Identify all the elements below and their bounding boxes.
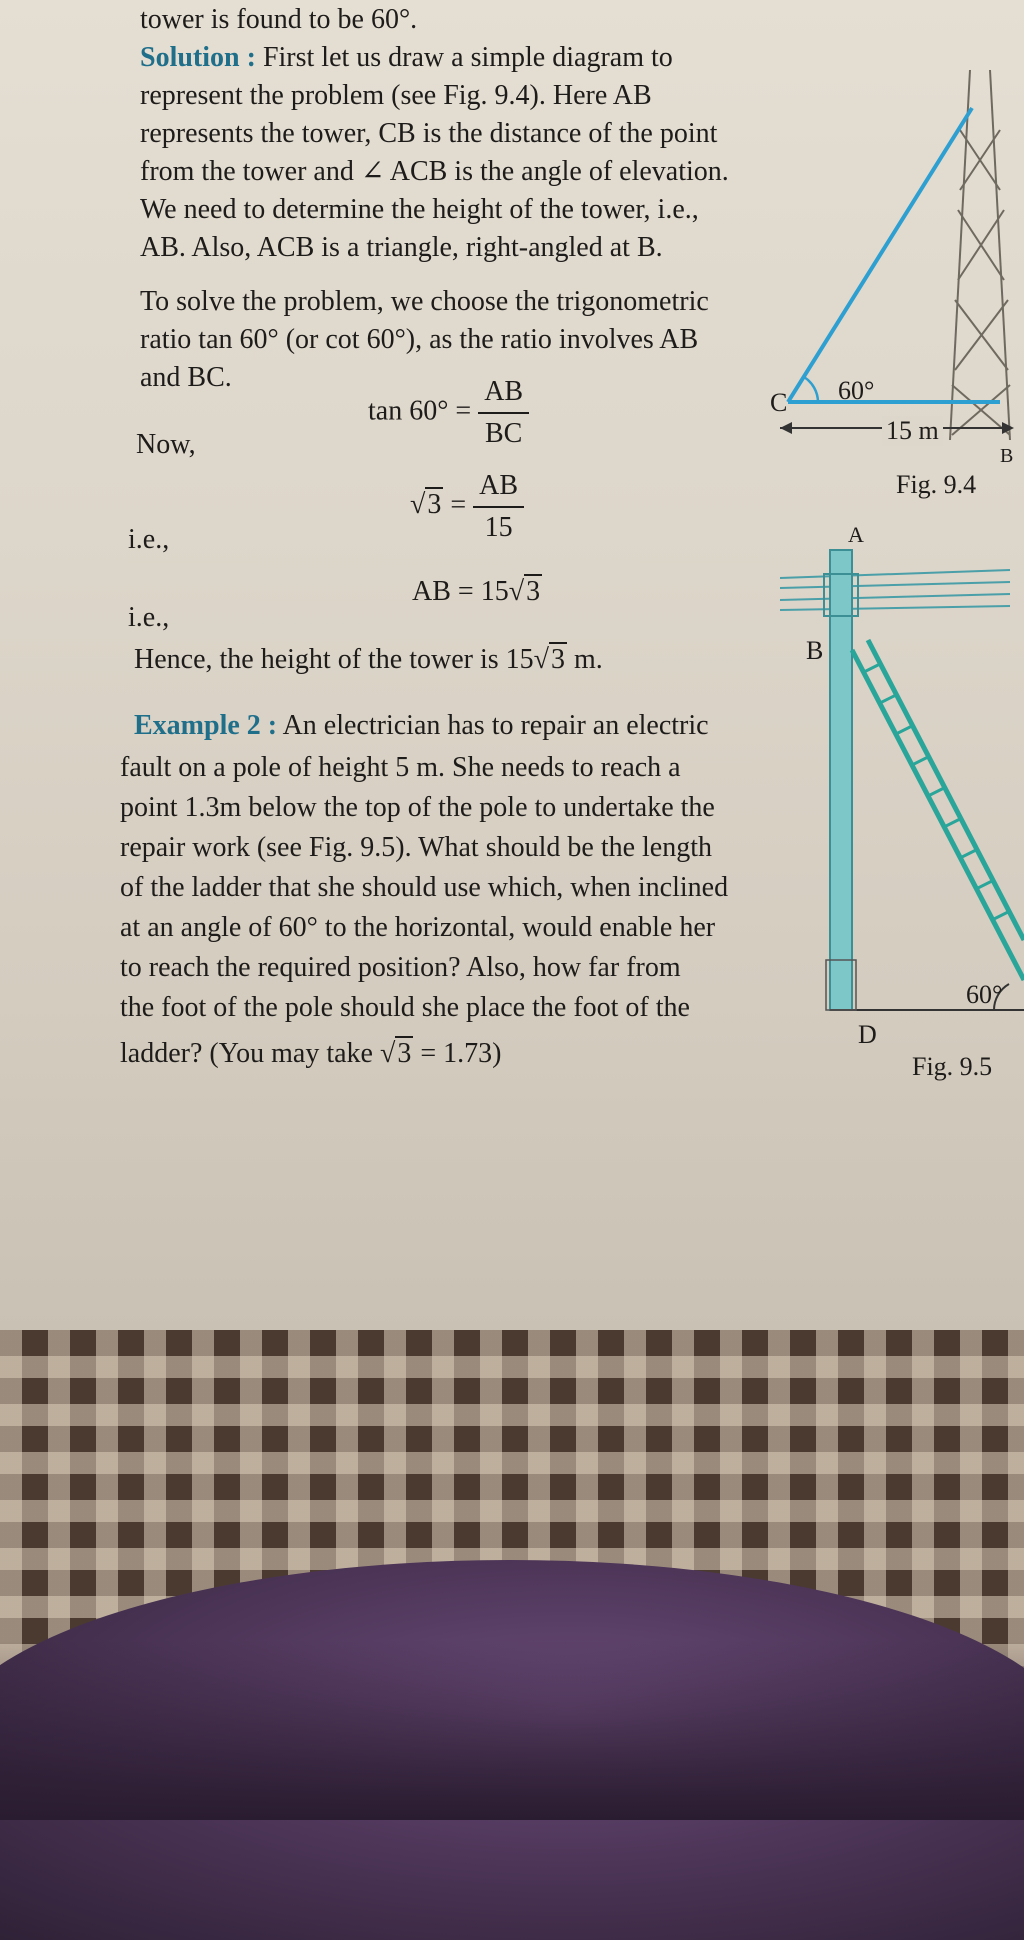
eq2-sqrt: √3 bbox=[410, 489, 442, 521]
equation-2 bbox=[410, 466, 524, 548]
eq2-radicand: 3 bbox=[427, 489, 442, 521]
example-line-4: repair work (see Fig. 9.5). What should be the length bbox=[120, 832, 713, 863]
intro-line-9: and BC. bbox=[140, 362, 232, 393]
fig94-point-c: C bbox=[770, 388, 788, 417]
ie-label-1: i.e., bbox=[128, 524, 170, 555]
fig-9-5-diagram bbox=[780, 540, 1024, 1030]
eq2-numerator: AB bbox=[473, 466, 524, 508]
example-radicand: 3 bbox=[397, 1038, 412, 1069]
example-text-9a: ladder? (You may take bbox=[120, 1038, 380, 1069]
intro-line-3: represents the tower, CB is the distance of the point bbox=[140, 118, 718, 149]
fig94-point-b: B bbox=[1000, 445, 1014, 467]
example-sqrt: √3 bbox=[379, 1038, 412, 1069]
example-line-7: to reach the required position? Also, how far from bbox=[120, 952, 681, 983]
eq3-left: AB = 15 bbox=[412, 576, 509, 607]
fig94-distance: 15 m bbox=[882, 416, 943, 446]
arrow-left-icon bbox=[780, 422, 792, 434]
fig95-point-d: D bbox=[858, 1020, 877, 1049]
intro-line-4: from the tower and ∠ ACB is the angle of elevation. bbox=[140, 156, 729, 187]
eq1-numerator: AB bbox=[478, 372, 529, 414]
example-line-1 bbox=[134, 706, 709, 746]
now-label: Now, bbox=[136, 429, 196, 460]
intro-line-2: represent the problem (see Fig. 9.4). Here AB bbox=[140, 80, 652, 111]
fig95-angle: 60° bbox=[966, 980, 1003, 1009]
example-text-9b: = 1.73) bbox=[413, 1038, 502, 1069]
intro-line-8: ratio tan 60° (or cot 60°), as the ratio involves AB bbox=[140, 324, 699, 355]
cloth-shadow bbox=[0, 1640, 1024, 1820]
wires bbox=[780, 570, 1010, 610]
example-line-5: of the ladder that she should use which, when inclined bbox=[120, 872, 729, 903]
fig94-caption: Fig. 9.4 bbox=[896, 470, 977, 499]
ladder bbox=[852, 640, 1024, 980]
intro-text-1: First let us draw a simple diagram to bbox=[262, 42, 673, 73]
fig94-angle: 60° bbox=[838, 376, 875, 405]
ie-label-2: i.e., bbox=[128, 602, 170, 633]
example-text-1: An electrician has to repair an electric bbox=[282, 710, 709, 741]
example-line-9 bbox=[120, 1034, 501, 1074]
equation-1 bbox=[368, 372, 529, 454]
eq3-sqrt: √3 bbox=[508, 576, 541, 607]
example-line-8: the foot of the pole should she place the foot of the bbox=[120, 992, 690, 1023]
eq1-left: tan 60° = bbox=[368, 395, 472, 427]
fig95-point-a: A bbox=[848, 522, 864, 547]
ladder-rungs bbox=[864, 664, 1008, 920]
hence-unit: m. bbox=[567, 644, 603, 675]
eq1-denominator: BC bbox=[484, 418, 523, 449]
fig95-caption: Fig. 9.5 bbox=[912, 1052, 993, 1081]
example-line-2: fault on a pole of height 5 m. She needs to reach a bbox=[120, 752, 681, 783]
fig-9-4-diagram bbox=[760, 40, 1024, 470]
equation-3 bbox=[412, 576, 542, 608]
intro-line-6: AB. Also, ACB is a triangle, right-angled at B. bbox=[140, 232, 663, 263]
eq2-denominator: 15 bbox=[484, 512, 513, 543]
fig95-point-b: B bbox=[806, 636, 824, 665]
intro-line-5: We need to determine the height of the tower, i.e., bbox=[140, 194, 699, 225]
eq1-fraction bbox=[478, 372, 529, 454]
solution-label: Solution : bbox=[140, 42, 256, 73]
eq2-fraction bbox=[473, 466, 524, 548]
intro-line-7: To solve the problem, we choose the trigonometric bbox=[140, 286, 709, 317]
hence-sqrt: √3 bbox=[533, 644, 566, 675]
example-line-6: at an angle of 60° to the horizontal, would enable her bbox=[120, 912, 716, 943]
example-label: Example 2 : bbox=[134, 710, 278, 741]
pole bbox=[830, 550, 852, 1010]
hence-line bbox=[134, 640, 603, 680]
angle-arc bbox=[804, 377, 818, 402]
hence-text: Hence, the height of the tower is 15 bbox=[134, 644, 534, 675]
intro-line-0: tower is found to be 60°. bbox=[140, 4, 418, 35]
eq2-equals: = bbox=[450, 489, 467, 521]
intro-line-1 bbox=[140, 38, 673, 78]
example-line-3: point 1.3m below the top of the pole to undertake the bbox=[120, 792, 715, 823]
eq3-radicand: 3 bbox=[526, 576, 541, 607]
hence-radicand: 3 bbox=[551, 644, 566, 675]
line-ca bbox=[788, 108, 972, 402]
